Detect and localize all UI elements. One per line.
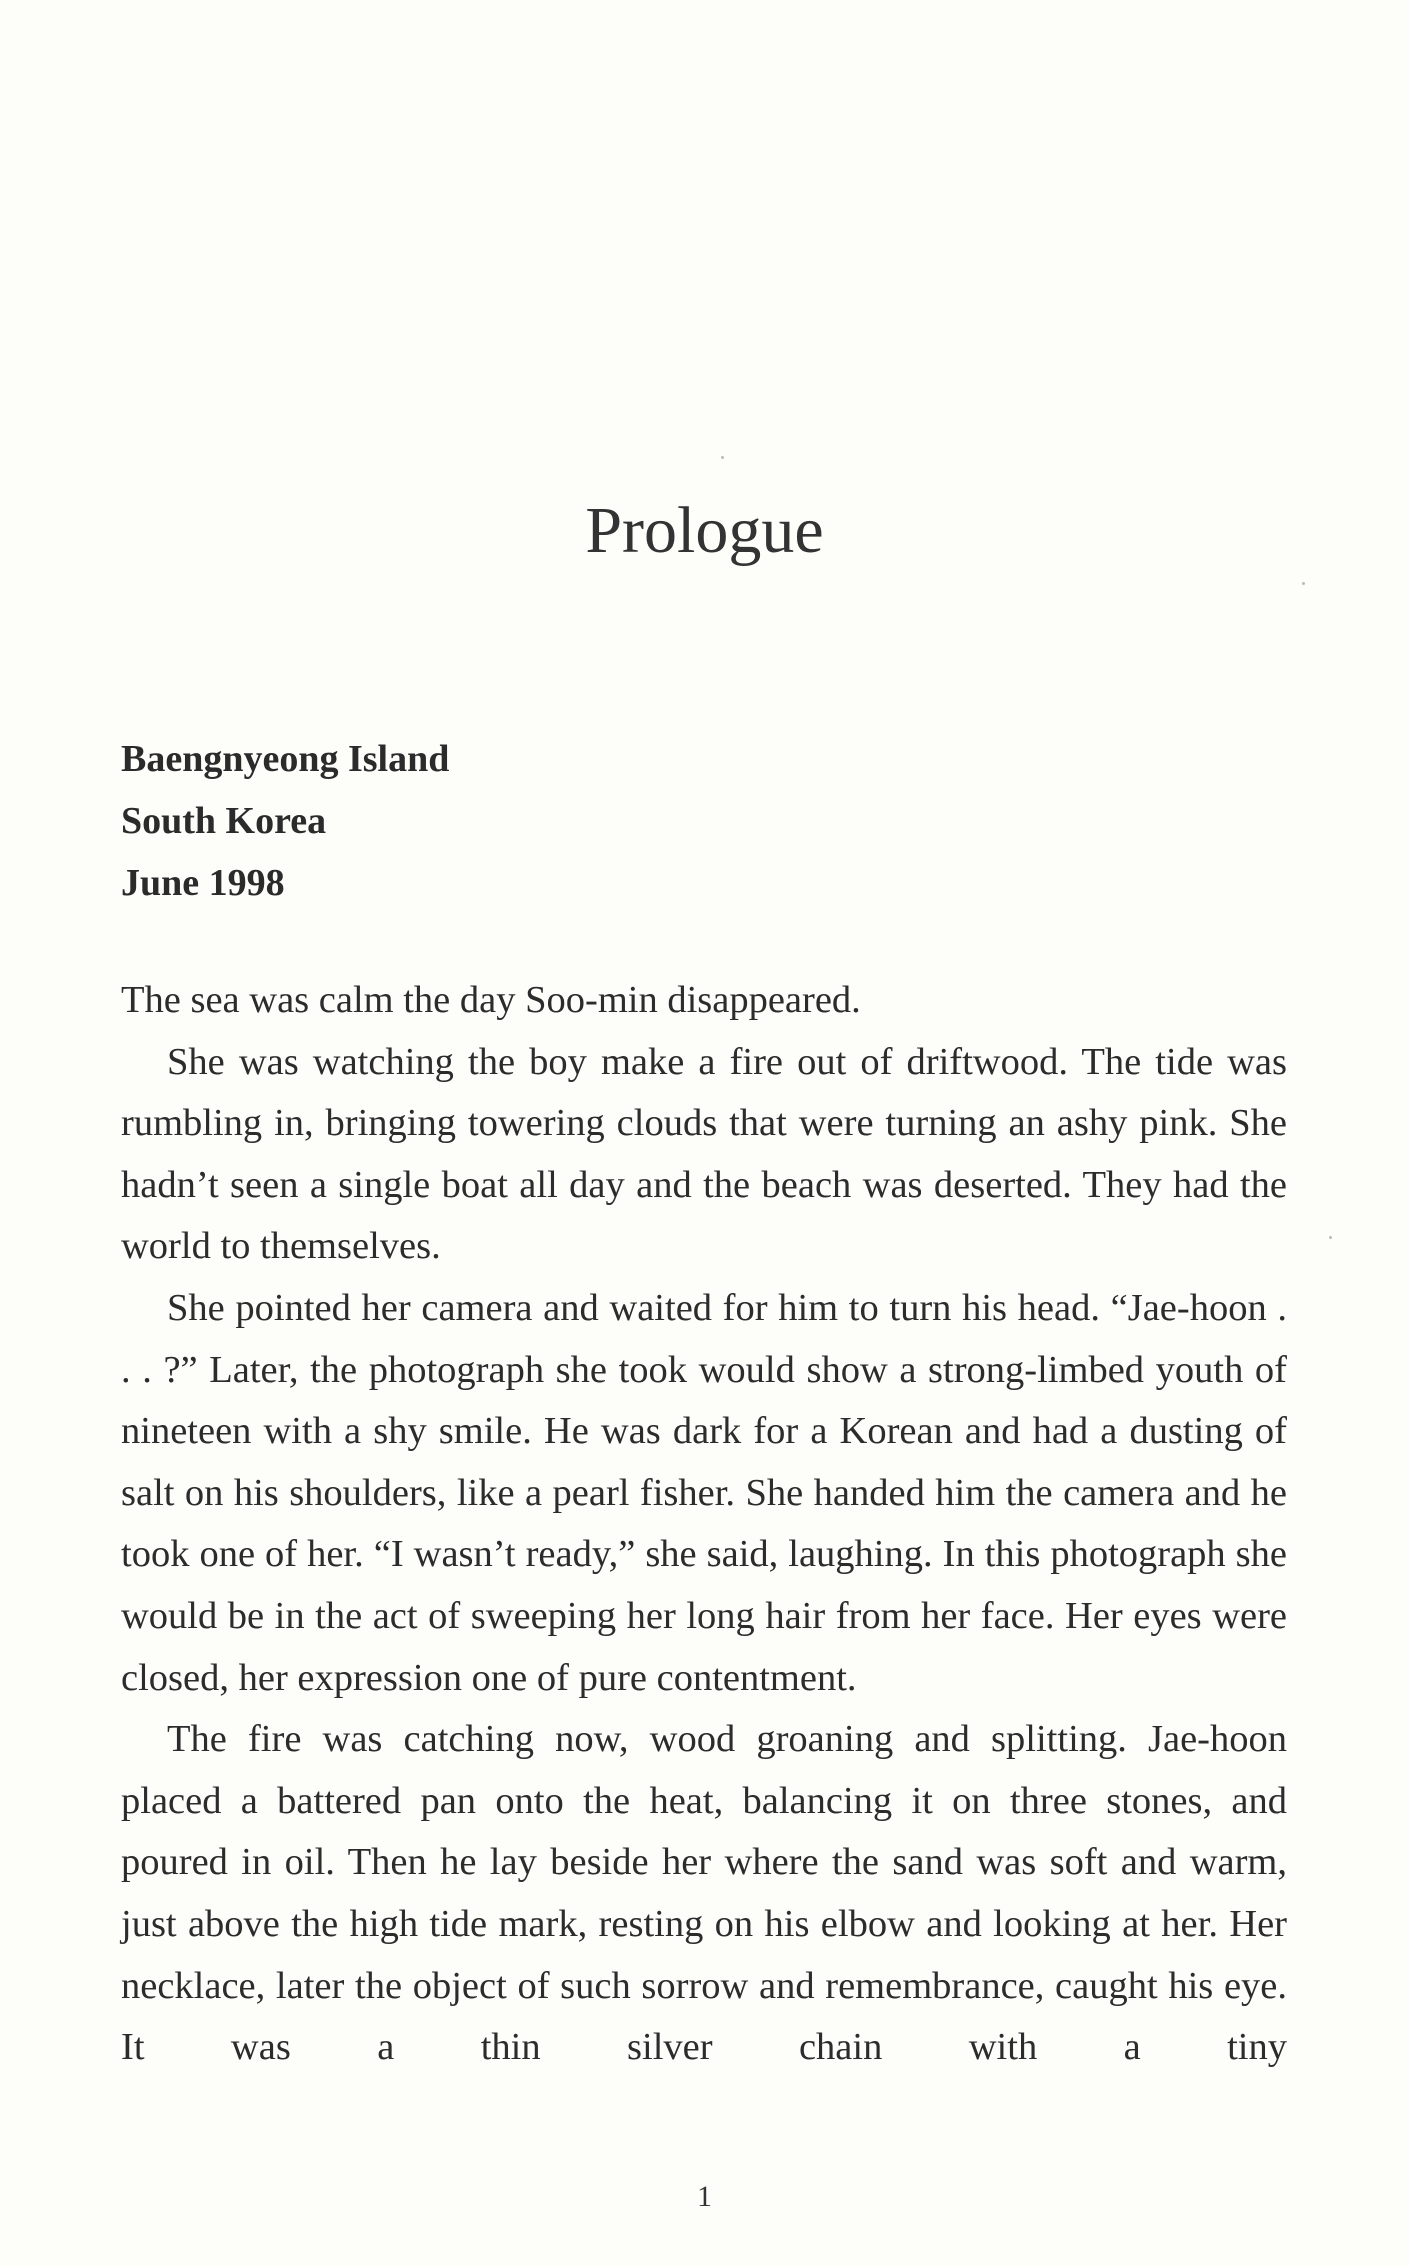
paper-speck [1302,582,1305,585]
paragraph: The fire was catching now, wood groaning and splitting. Jae-hoon placed a battered pan onto the heat, balancing it on three stones, and poured in oil. Then he lay beside her where the sand was soft and warm, just above the high tide mark, resting on his elbow and looking at her. Her necklace, later the object of such sorrow and remembrance, caught his eye. It was a thin silver chain with a tiny [121,1718,1287,2069]
page-number: 1 [697,2180,712,2213]
paragraph: She pointed her camera and waited for him to turn his head. “Jae-hoon . . . ?” Later, the photograph she took would show a strong-limbed youth of nineteen with a shy smile. He was dark for a Korean and had a dusting of salt on his shoulders, like a pearl fisher. She handed him the camera and he took one of her. “I wasn’t ready,” she said, laughing. In this photograph she would be in the act of sweeping her long hair from her face. Her eyes were closed, her expression one of pure contentment. [121,1286,1287,1699]
dateline-country: South Korea [121,800,327,842]
dateline-location: Baengnyeong Island [121,738,450,780]
paper-speck [721,456,724,459]
paragraph: She was watching the boy make a fire out of driftwood. The tide was rumbling in, bringing towering clouds that were turning an ashy pink. She hadn’t seen a single boat all day and the beach was deserted. They had the world to themselves. [121,1040,1287,1268]
dateline [121,728,449,914]
body-text [121,970,1287,2079]
dateline-date: June 1998 [121,862,285,904]
chapter-title: Prologue [585,494,824,567]
paper-speck [1329,1236,1332,1239]
paragraph: The sea was calm the day Soo-min disappeared. [121,979,861,1021]
